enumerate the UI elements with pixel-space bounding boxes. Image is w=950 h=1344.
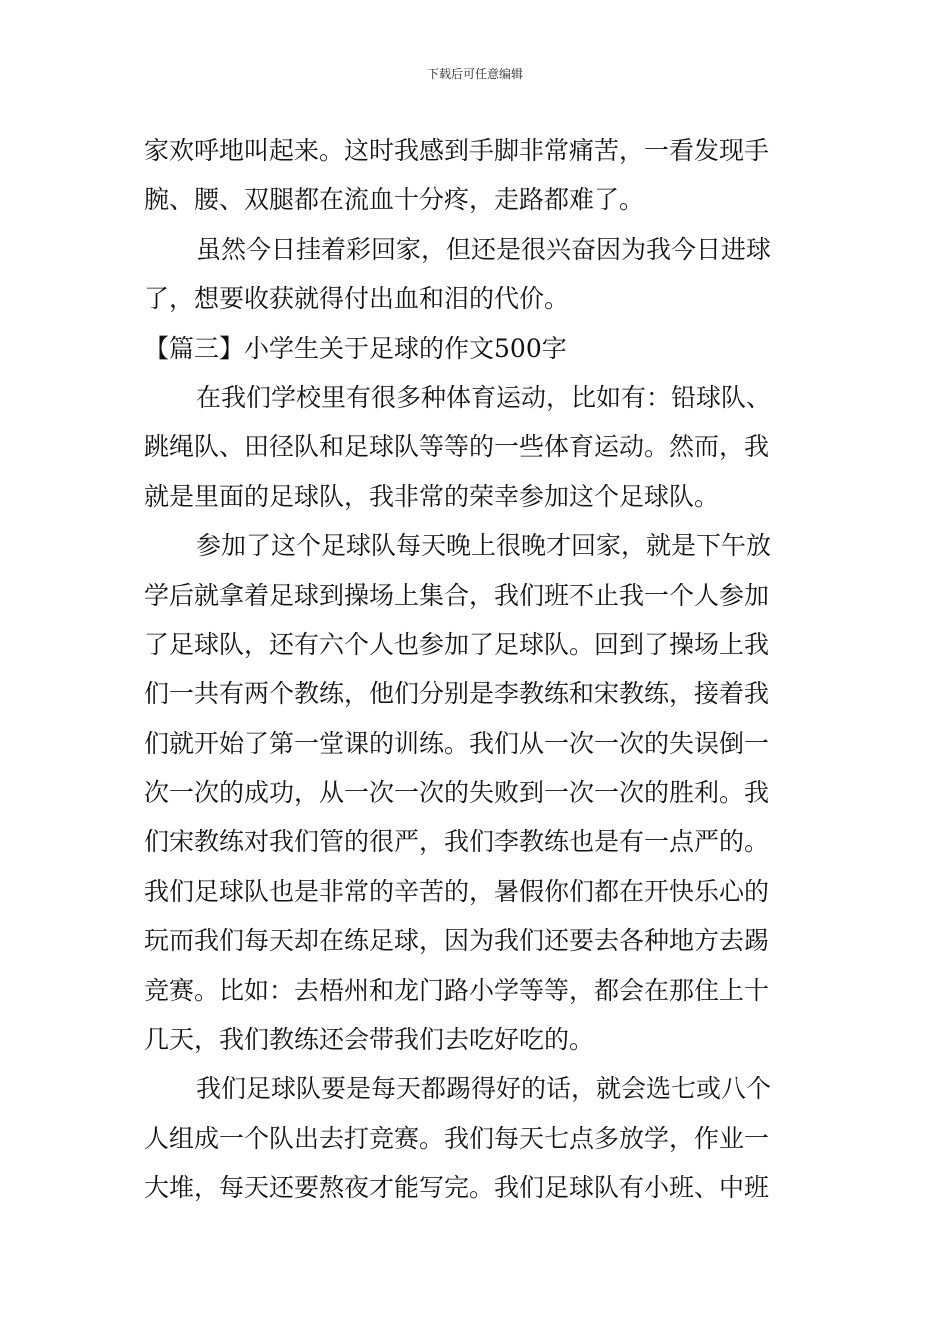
paragraph-first-line: 在我们学校里有很多种体育运动，比如有：铅球队、 <box>196 382 772 412</box>
paragraph-first-line: 参加了这个足球队每天晚上很晚才回家，就是下午放 <box>196 531 772 561</box>
text-line: 【篇三】小学生关于足球的作文500字 <box>144 333 567 363</box>
text-line: 大堆，每天还要熬夜才能写完。我们足球队有小班、中班 <box>144 1173 770 1203</box>
text-line: 竞赛。比如：去梧州和龙门路小学等等，都会在那住上十 <box>144 975 770 1005</box>
text-line: 人组成一个队出去打竞赛。我们每天七点多放学，作业一 <box>144 1123 770 1153</box>
text-line: 学后就拿着足球到操场上集合，我们班不止我一个人参加 <box>144 580 770 610</box>
text-line: 玩而我们每天却在练足球，因为我们还要去各种地方去踢 <box>144 926 770 956</box>
text-line: 就是里面的足球队，我非常的荣幸参加这个足球队。 <box>144 481 720 511</box>
text-line: 次一次的成功，从一次一次的失败到一次一次的胜利。我 <box>144 778 770 808</box>
text-line: 几天，我们教练还会带我们去吃好吃的。 <box>144 1025 595 1055</box>
paragraph-first-line: 虽然今日挂着彩回家，但还是很兴奋因为我今日进球 <box>196 234 772 264</box>
text-line: 家欢呼地叫起来。这时我感到手脚非常痛苦，一看发现手 <box>144 136 770 165</box>
text-line: 们就开始了第一堂课的训练。我们从一次一次的失误倒一 <box>144 728 770 758</box>
text-line: 我们足球队也是非常的辛苦的，暑假你们都在开快乐心的 <box>144 876 770 906</box>
text-line: 们一共有两个教练，他们分别是李教练和宋教练，接着我 <box>144 679 770 709</box>
paragraph-first-line: 我们足球队要是每天都踢得好的话，就会选七或八个 <box>196 1074 772 1104</box>
document-body <box>144 126 808 1213</box>
text-line: 腕、腰、双腿都在流血十分疼，走路都难了。 <box>144 185 645 215</box>
text-line: 跳绳队、田径队和足球队等等的一些体育运动。然而，我 <box>144 432 770 462</box>
text-line: 了足球队，还有六个人也参加了足球队。回到了操场上我 <box>144 629 770 659</box>
text-line: 们宋教练对我们管的很严，我们李教练也是有一点严的。 <box>144 827 770 857</box>
page-header: 下载后可任意编辑 <box>426 67 523 81</box>
text-line: 了，想要收获就得付出血和泪的代价。 <box>144 284 570 314</box>
